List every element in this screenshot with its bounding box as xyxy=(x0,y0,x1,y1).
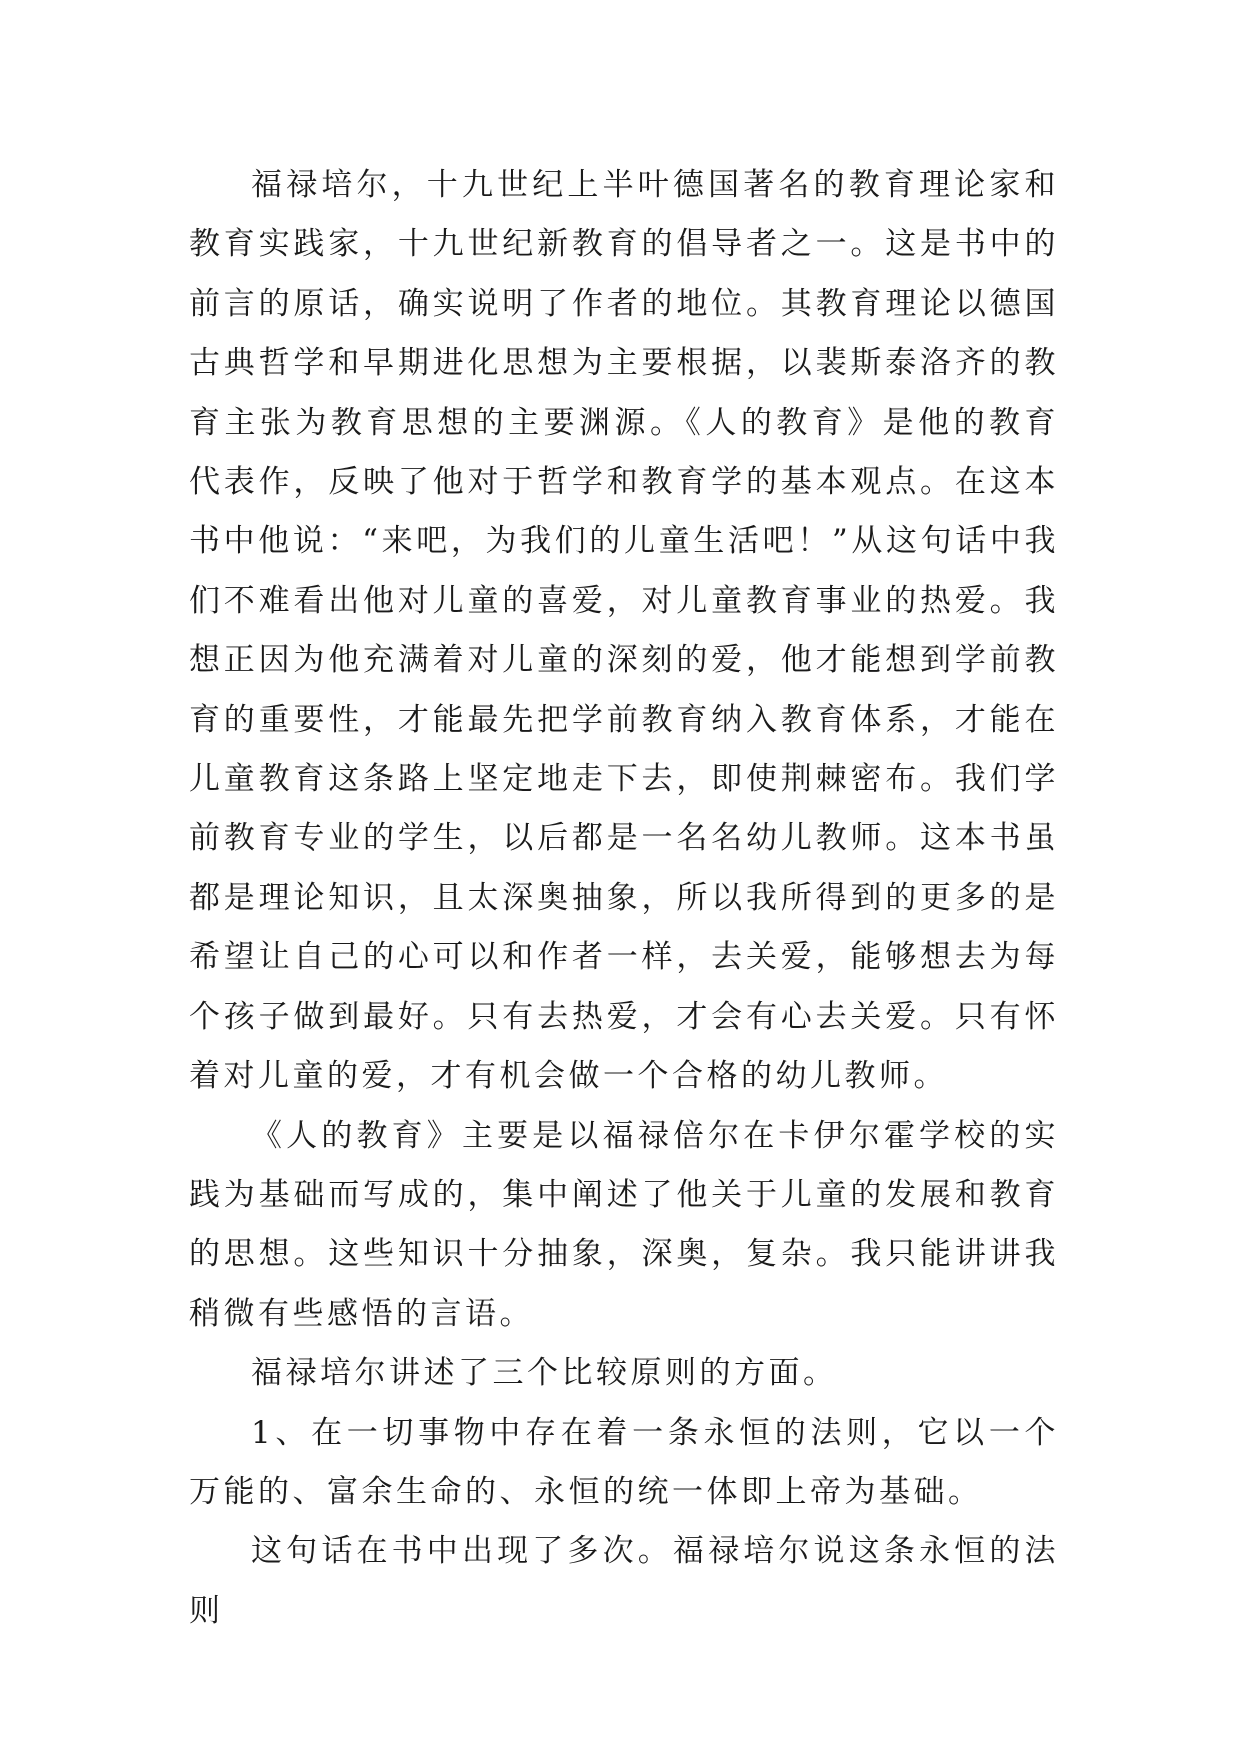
paragraph: 福禄培尔，十九世纪上半叶德国著名的教育理论家和教育实践家，十九世纪新教育的倡导者之一。这是书中的前言的原话，确实说明了作者的地位。其教育理论以德国古典哲学和早期进化思想为主要根据，以裴斯泰洛齐的教育主张为教育思想的主要渊源。《人的教育》是他的教育代表作，反映了他对于哲学和教育学的基本观点。在这本书中他说：“来吧，为我们的儿童生活吧！”从这句话中我们不难看出他对儿童的喜爱，对儿童教育事业的热爱。我想正因为他充满着对儿童的深刻的爱，他才能想到学前教育的重要性，才能最先把学前教育纳入教育体系，才能在儿童教育这条路上坚定地走下去，即使荆棘密布。我们学前教育专业的学生，以后都是一名名幼儿教师。这本书虽都是理论知识，且太深奥抽象，所以我所得到的更多的是希望让自己的心可以和作者一样，去关爱，能够想去为每个孩子做到最好。只有去热爱，才会有心去关爱。只有怀着对儿童的爱，才有机会做一个合格的幼儿教师。 xyxy=(189,167,1059,1095)
document-body xyxy=(189,156,1059,1641)
paragraph: 福禄培尔讲述了三个比较原则的方面。 xyxy=(251,1355,838,1392)
paragraph: 《人的教育》主要是以福禄倍尔在卡伊尔霍学校的实践为基础而写成的，集中阐述了他关于儿童的发展和教育的思想。这些知识十分抽象，深奥，复杂。我只能讲讲我稍微有些感悟的言语。 xyxy=(189,1117,1059,1332)
paragraph: 1、在一切事物中存在着一条永恒的法则，它以一个万能的、富余生命的、永恒的统一体即上帝为基础。 xyxy=(189,1414,1059,1510)
paragraph: 这句话在书中出现了多次。福禄培尔说这条永恒的法则 xyxy=(189,1533,1059,1629)
